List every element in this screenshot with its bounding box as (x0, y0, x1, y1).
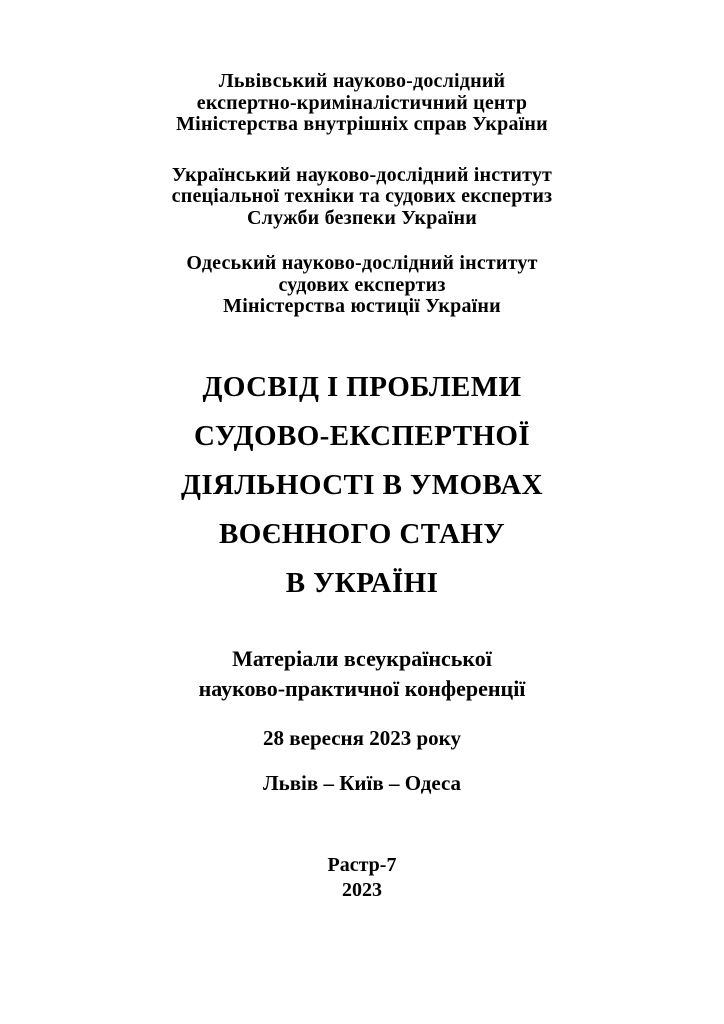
publisher-block (0, 853, 724, 903)
conference-title-line: ВОЄННОГО СТАНУ (219, 517, 505, 550)
institution-line: Міністерства внутрішніх справ України (176, 113, 548, 135)
conference-subtitle (0, 644, 724, 704)
subtitle-line: науково-практичної конференції (198, 675, 526, 701)
institution-line: спеціальної техніки та судових експертиз (171, 185, 553, 207)
institution-line: судових експертиз (278, 273, 446, 296)
conference-title-line: В УКРАЇНІ (285, 566, 439, 599)
subtitle-line: Матеріали всеукраїнської (232, 645, 492, 671)
institution-line: Одеський науково-дослідний інститут (186, 252, 538, 274)
institution-block-ukrainian (0, 165, 724, 230)
institution-line: Служби безпеки України (247, 206, 477, 229)
institution-line: Львівський науково-дослідний (218, 70, 506, 92)
institution-block-lviv (0, 0, 724, 136)
institution-line: Міністерства юстиції України (223, 295, 501, 317)
conference-title (0, 363, 724, 608)
institution-line: Український науково-дослідний інститут (171, 163, 553, 186)
conference-date: 28 вересня 2023 року (263, 725, 461, 750)
conference-cities: Львів – Київ – Одеса (262, 770, 462, 795)
publication-year: 2023 (342, 878, 382, 901)
publisher-name: Растр-7 (327, 853, 397, 876)
conference-title-line: СУДОВО-ЕКСПЕРТНОЇ (193, 419, 531, 452)
institution-block-odesa (0, 253, 724, 318)
conference-title-line: ДОСВІД І ПРОБЛЕМИ (202, 370, 522, 403)
institution-line: експертно-криміналістичний центр (196, 91, 528, 114)
conference-title-line: ДІЯЛЬНОСТІ В УМОВАХ (180, 468, 544, 501)
